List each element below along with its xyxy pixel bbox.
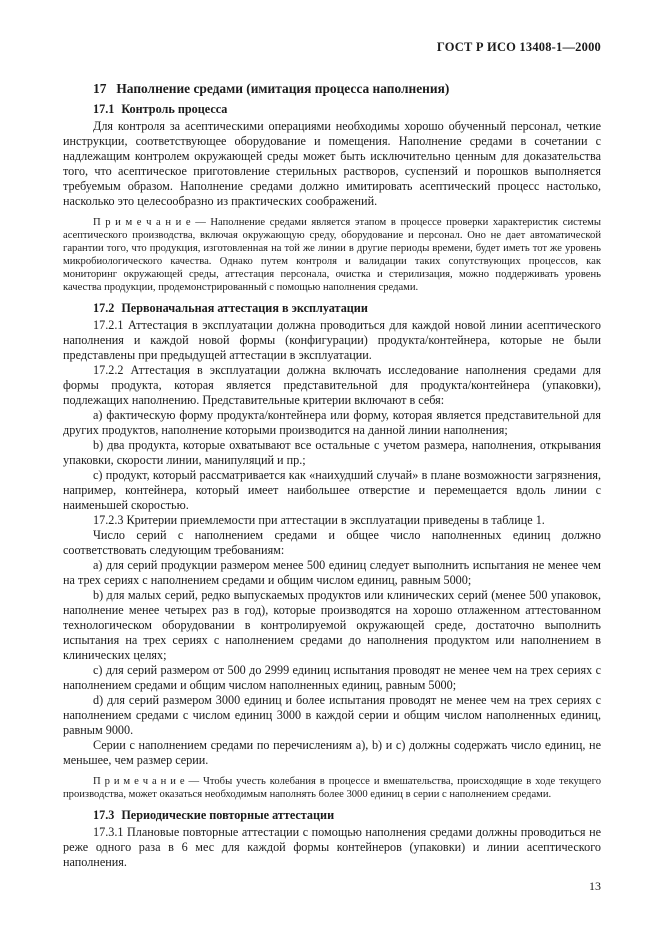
paragraph: 17.2.2 Аттестация в эксплуатации должна включать исследование наполнения средами для формы продукта, которая является представительной для продукта/контейнера (упаковки), подлежащих наполнению. Представительные критерии включают в себя: bbox=[63, 363, 601, 407]
subsection-number: 17.3 bbox=[93, 808, 115, 822]
section-heading bbox=[93, 80, 601, 97]
list-item: d) для серий размером 3000 единиц и более испытания проводят не менее чем на трех сериях с наполнением средами с числом единиц 3000 в каждой серии и общим числом наполненных единиц, равным 9000. bbox=[63, 693, 601, 737]
note-paragraph: П р и м е ч а н и е — Наполнение средами является этапом в процессе проверки характеристик системы асептического производства, включая окружающую среду, оборудование и персонал. Оно не дает автоматической гарантии того, что продукция, изготовленная на той же линии в другие периоды времени, будет иметь тот же уровень микробиологического качества. Однако путем контроля и валидации таких сопутствующих процессов, как мониторинг окружающей среды, аттестация персонала, очистка и стерилизация, можно поддерживать уровень качества продукции, продемонстрированный с помощью наполнения средами. bbox=[63, 217, 601, 293]
paragraph: 17.2.1 Аттестация в эксплуатации должна проводиться для каждой новой линии асептического наполнения и каждой новой формы (конфигурации) продукта/контейнера, которые не были представлены при предыдущей аттестации в эксплуатации. bbox=[63, 318, 601, 362]
page-number: 13 bbox=[589, 879, 601, 893]
subsection-heading bbox=[93, 808, 601, 823]
paragraph: 17.3.1 Плановые повторные аттестации с помощью наполнения средами должны проводиться не реже одного раза в 6 мес для каждой формы контейнеров (упаковки) и линии асептического наполнения. bbox=[63, 825, 601, 869]
list-item: c) для серий размером от 500 до 2999 единиц испытания проводят не менее чем на трех сериях с наполнением средами и общим числом наполненных единиц, равным 5000; bbox=[63, 663, 601, 692]
subsection-title: Контроль процесса bbox=[121, 102, 228, 116]
subsection-number: 17.1 bbox=[93, 102, 115, 116]
list-item: b) для малых серий, редко выпускаемых продуктов или клинических серий (менее 500 упаковок, наполнение менее четырех раз в год), которые производятся на хорошо отлаженном аттестованном технологическом оборудовании в контролируемой окружающей среде, достаточно выполнить испытания на трех сериях с наполнением средами до наполнения продуктом или наполнением в клинических целях; bbox=[63, 588, 601, 662]
paragraph: 17.2.3 Критерии приемлемости при аттестации в эксплуатации приведены в таблице 1. bbox=[93, 513, 545, 527]
subsection-heading bbox=[93, 102, 601, 117]
section-title: Наполнение средами (имитация процесса наполнения) bbox=[116, 81, 450, 96]
document-code-header: ГОСТ Р ИСО 13408-1—2000 bbox=[436, 40, 601, 54]
subsection-title: Первоначальная аттестация в эксплуатации bbox=[121, 301, 368, 315]
list-item: a) фактическую форму продукта/контейнера или форму, которая является представительной для других продуктов, наполнение которыми производится на данной линии наполнения; bbox=[63, 408, 601, 437]
list-item: a) для серий продукции размером менее 500 единиц следует выполнить испытания не менее чем на трех сериях с наполнением средами и общим числом единиц, равным 5000; bbox=[63, 558, 601, 587]
subsection-heading bbox=[93, 301, 601, 316]
section-number: 17 bbox=[93, 81, 107, 96]
document-body bbox=[63, 80, 601, 870]
list-item: b) два продукта, которые охватывают все остальные с учетом размера, наполнения, открывания упаковки, скорости линии, манипуляций и пр.; bbox=[63, 438, 601, 467]
subsection-title: Периодические повторные аттестации bbox=[121, 808, 335, 822]
subsection-number: 17.2 bbox=[93, 301, 115, 315]
list-item: c) продукт, который рассматривается как «наихудший случай» в плане возможности загрязнения, например, контейнера, который имеет наибольшее отверстие и перемещается вдоль линии с наименьшей скоростью. bbox=[63, 468, 601, 512]
paragraph: Серии с наполнением средами по перечислениям a), b) и c) должны содержать число единиц, не меньшее, чем размер серии. bbox=[63, 738, 601, 767]
paragraph: Для контроля за асептическими операциями необходимы хорошо обученный персонал, четкие инструкции, соответствующее оборудование и помещения. Наполнение средами в сочетании с надлежащим контролем окружающей среды может быть исключительно ценным для доказательства того, что асептическое приготовление стерильных растворов, суспензий и порошков выполняется требуемым образом. Наполнение средами должно имитировать асептический процесс настолько, насколько это целесообразно из практических соображений. bbox=[63, 119, 601, 208]
note-paragraph: П р и м е ч а н и е — Чтобы учесть колебания в процессе и вмешательства, происходящие в ходе текущего производства, может оказаться необходимым наполнять более 3000 единиц в серии с наполнением средами. bbox=[63, 776, 601, 800]
paragraph: Число серий с наполнением средами и общее число наполненных единиц должно соответствовать следующим требованиям: bbox=[63, 528, 601, 557]
